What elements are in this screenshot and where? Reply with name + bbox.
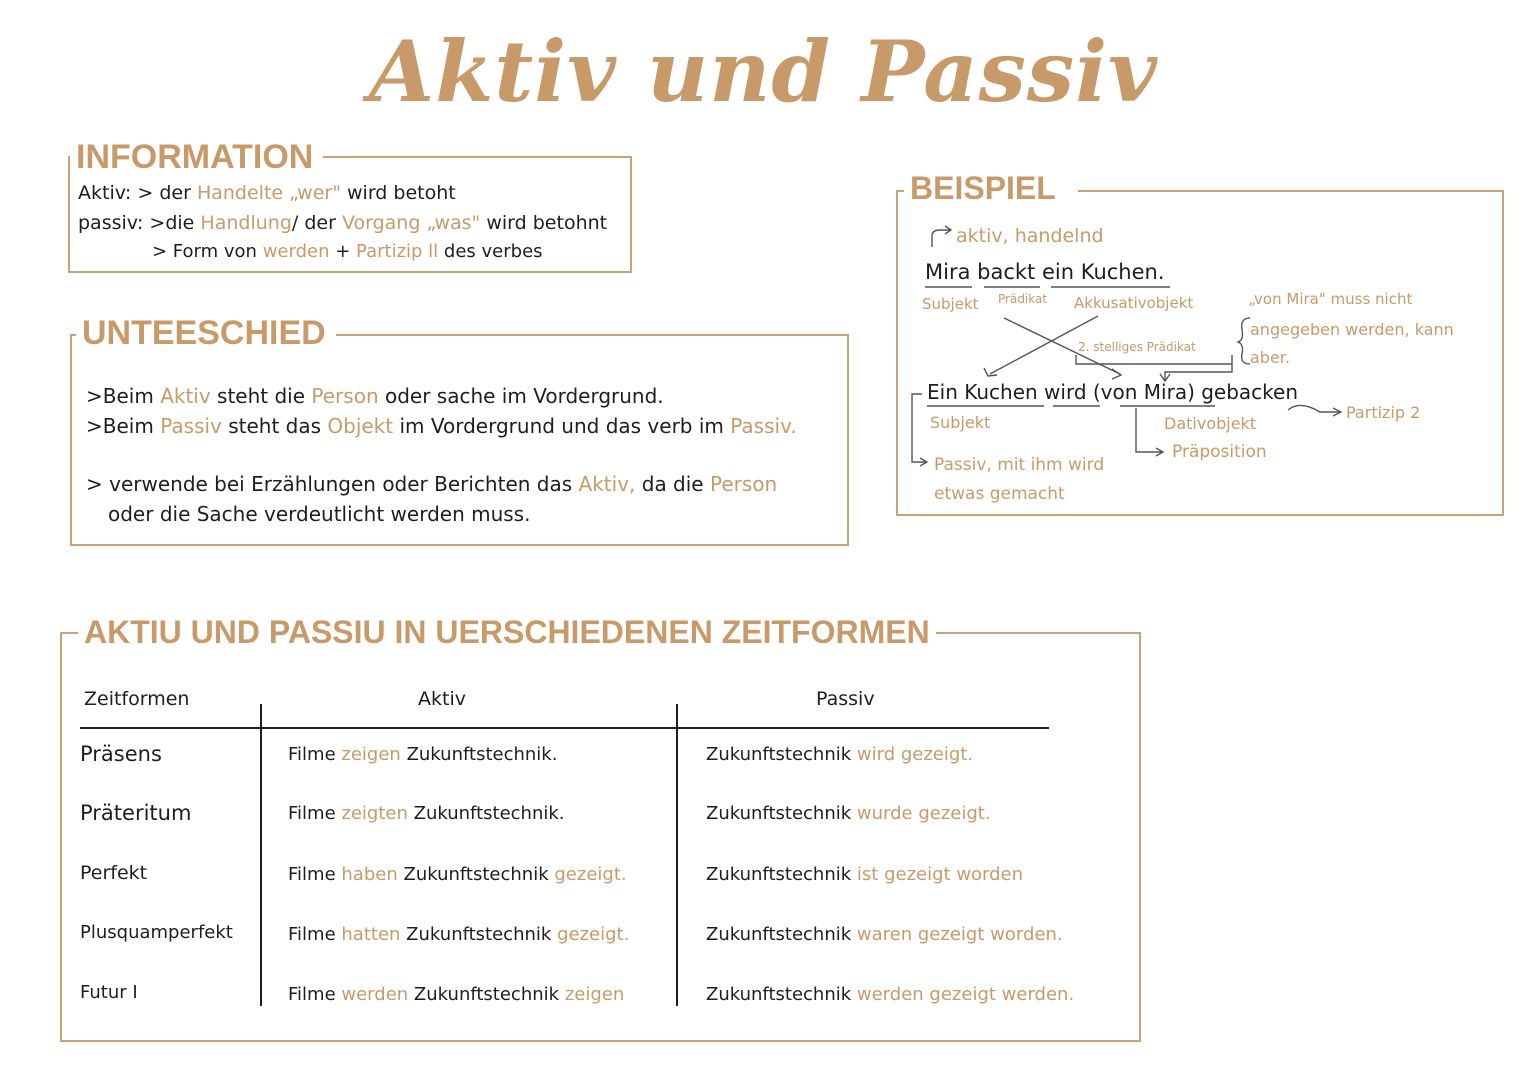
table-row-passiv: Zukunftstechnik werden gezeigt werden. <box>706 984 1075 1005</box>
table-row-tense: Präsens <box>80 742 162 766</box>
beispiel-sentence-2: Ein Kuchen wird (von Mira) gebacken <box>927 380 1299 404</box>
table-row-aktiv: Filme zeigen Zukunftstechnik. <box>288 744 558 765</box>
beispiel-note-line-1: „von Mira" muss nicht <box>1248 290 1413 308</box>
unterschied-line-1: >Beim Aktiv steht die Person oder sache im Vordergrund. <box>86 384 664 408</box>
page-title: Aktiv und Passiv <box>369 22 1158 121</box>
unterschied-line-4: oder die Sache verdeutlicht werden muss. <box>108 502 531 526</box>
table-row-tense: Präteritum <box>80 801 192 825</box>
information-heading: INFORMATION <box>70 140 323 174</box>
table-row-aktiv: Filme hatten Zukunftstechnik gezeigt. <box>288 924 630 945</box>
zeitformen-box <box>60 632 1141 1042</box>
beispiel-passiv-note-1: Passiv, mit ihm wird <box>934 455 1105 475</box>
table-header-rule <box>80 727 1049 729</box>
table-row-passiv: Zukunftstechnik waren gezeigt worden. <box>706 924 1063 945</box>
beispiel-label2-dativ: Dativobjekt <box>1164 414 1257 433</box>
unterschied-heading: UNTEESCHIED <box>76 316 336 350</box>
table-row-passiv: Zukunftstechnik ist gezeigt worden <box>706 864 1024 885</box>
information-line-3: > Form von werden + Partizip ll des verbes <box>152 241 543 262</box>
beispiel-aktiv-note: aktiv, handelnd <box>956 225 1104 247</box>
unterschied-line-3: > verwende bei Erzählungen oder Berichten das Aktiv, da die Person <box>86 472 778 496</box>
table-row-aktiv: Filme zeigten Zukunftstechnik. <box>288 803 565 824</box>
table-column-rule-1 <box>260 704 262 1006</box>
table-row-passiv: Zukunftstechnik wird gezeigt. <box>706 744 974 765</box>
beispiel-label2-praposition: Präposition <box>1172 442 1267 462</box>
beispiel-sentence-1: Mira backt ein Kuchen. <box>925 260 1165 284</box>
table-row-tense: Perfekt <box>80 862 148 884</box>
beispiel-note-line-3: aber. <box>1250 348 1290 367</box>
column-header-aktiv: Aktiv <box>418 688 466 710</box>
beispiel-heading: BEISPIEL <box>904 172 1078 204</box>
unterschied-line-2: >Beim Passiv steht das Objekt im Vordergrund und das verb im Passiv. <box>86 414 797 438</box>
beispiel-label-pradikat: Prädikat <box>998 292 1048 306</box>
table-row-passiv: Zukunftstechnik wurde gezeigt. <box>706 803 991 824</box>
column-header-passiv: Passiv <box>816 688 875 710</box>
table-row-aktiv: Filme werden Zukunftstechnik zeigen <box>288 984 625 1005</box>
table-row-aktiv: Filme haben Zukunftstechnik gezeigt. <box>288 864 627 885</box>
beispiel-label-akkusativ: Akkusativobjekt <box>1074 294 1194 312</box>
beispiel-passiv-note-2: etwas gemacht <box>934 484 1065 504</box>
table-row-tense: Futur I <box>80 982 138 1003</box>
beispiel-label2-partizip: Partizip 2 <box>1346 403 1421 422</box>
beispiel-note-line-2: angegeben werden, kann <box>1250 320 1454 339</box>
column-header-zeitformen: Zeitformen <box>84 688 190 710</box>
beispiel-label2-subjekt: Subjekt <box>930 413 991 432</box>
beispiel-label-subjekt: Subjekt <box>922 295 979 313</box>
information-line-1: Aktiv: > der Handelte „wer" wird betoht <box>78 182 456 204</box>
table-row-tense: Plusquamperfekt <box>80 922 233 943</box>
table-column-rule-2 <box>676 704 678 1006</box>
zeitformen-heading: AKTIU UND PASSIU IN UERSCHIEDENEN ZEITFORMEN <box>78 616 936 648</box>
beispiel-label-2stellig: 2. stelliges Prädikat <box>1078 340 1196 354</box>
information-line-2: passiv: >die Handlung/ der Vorgang „was" wird betohnt <box>78 212 608 234</box>
